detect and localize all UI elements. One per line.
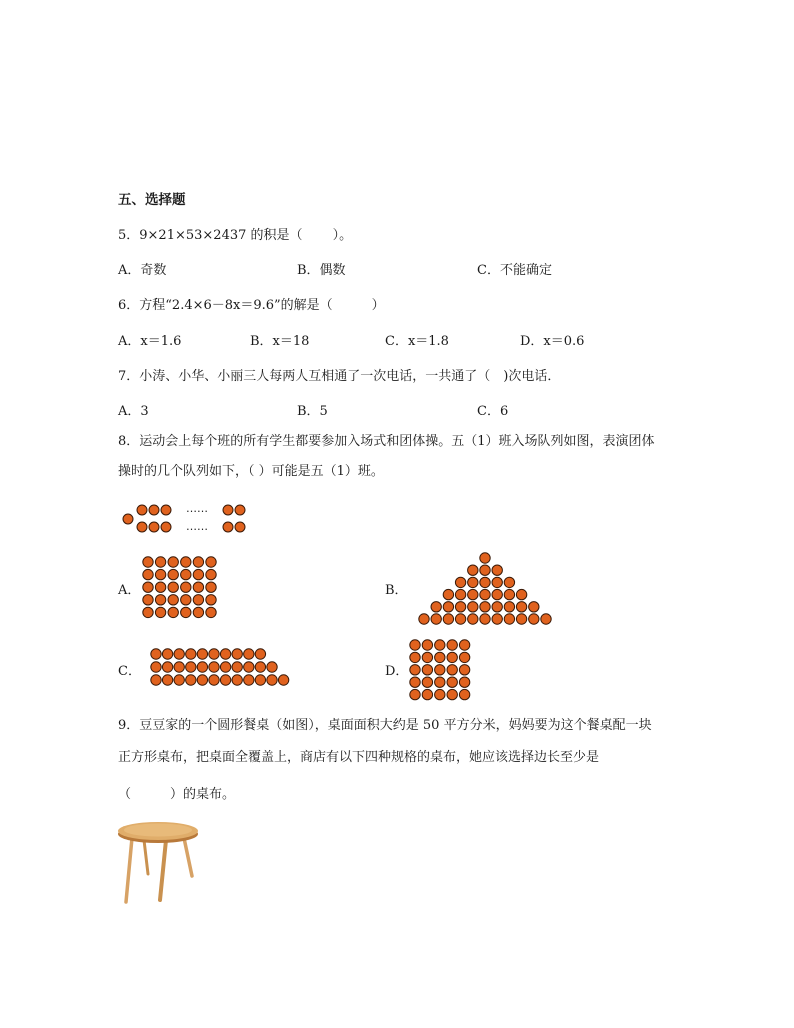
student-dot bbox=[455, 614, 465, 624]
student-dot bbox=[181, 595, 191, 605]
student-dot bbox=[151, 662, 161, 672]
student-dot bbox=[151, 649, 161, 659]
student-dot bbox=[168, 582, 178, 592]
student-dot bbox=[143, 582, 153, 592]
q8-option-c-label[interactable]: C． bbox=[118, 664, 141, 679]
student-dot bbox=[447, 665, 457, 675]
q6-stem: 6．方程“2.4×6－8x＝9.6”的解是（ ） bbox=[118, 298, 385, 313]
student-dot bbox=[193, 582, 203, 592]
student-dot bbox=[193, 557, 203, 567]
student-dot bbox=[480, 553, 490, 563]
q6-option-a[interactable]: A．x＝1.6 bbox=[118, 334, 182, 349]
student-dot bbox=[161, 522, 171, 532]
student-dot bbox=[220, 649, 230, 659]
q6-option-b[interactable]: B．x＝18 bbox=[250, 334, 310, 349]
student-dot bbox=[149, 505, 159, 515]
q8-option-b-label[interactable]: B． bbox=[385, 583, 408, 598]
q8-option-a-figure[interactable] bbox=[142, 556, 222, 622]
student-dot bbox=[162, 675, 172, 685]
student-dot bbox=[137, 505, 147, 515]
student-dot bbox=[455, 577, 465, 587]
student-dot bbox=[197, 649, 207, 659]
student-dot bbox=[410, 640, 420, 650]
ellipsis-bottom: …… bbox=[186, 520, 208, 533]
student-dot bbox=[193, 569, 203, 579]
student-dot bbox=[480, 589, 490, 599]
student-dot bbox=[206, 595, 216, 605]
student-dot bbox=[504, 602, 514, 612]
student-dot bbox=[480, 565, 490, 575]
student-dot bbox=[155, 595, 165, 605]
student-dot bbox=[278, 675, 288, 685]
student-dot bbox=[468, 577, 478, 587]
student-dot bbox=[435, 640, 445, 650]
q7-option-b[interactable]: B．5 bbox=[297, 404, 328, 419]
student-dot bbox=[235, 505, 245, 515]
student-dot bbox=[123, 514, 133, 524]
student-dot bbox=[504, 614, 514, 624]
student-dot bbox=[447, 652, 457, 662]
student-dot bbox=[492, 614, 502, 624]
q5-stem: 5．9×21×53×2437 的积是（ ）。 bbox=[118, 228, 353, 243]
student-dot bbox=[410, 665, 420, 675]
student-dot bbox=[468, 614, 478, 624]
q8-option-d-label[interactable]: D． bbox=[385, 664, 409, 679]
q9-stem-line2: 正方形桌布，把桌面全覆盖上，商店有以下四种规格的桌布，她应该选择边长至少是 bbox=[118, 750, 600, 765]
student-dot bbox=[206, 557, 216, 567]
student-dot bbox=[447, 640, 457, 650]
student-dot bbox=[206, 569, 216, 579]
student-dot bbox=[267, 662, 277, 672]
student-dot bbox=[186, 649, 196, 659]
student-dot bbox=[455, 602, 465, 612]
q8-option-c-figure[interactable] bbox=[148, 647, 298, 689]
student-dot bbox=[223, 522, 233, 532]
student-dot bbox=[435, 652, 445, 662]
student-dot bbox=[468, 589, 478, 599]
student-dot bbox=[232, 662, 242, 672]
q6-option-d[interactable]: D．x＝0.6 bbox=[520, 334, 585, 349]
student-dot bbox=[155, 569, 165, 579]
q7-stem: 7．小涛、小华、小丽三人每两人互相通了一次电话，一共通了（ )次电话． bbox=[118, 369, 561, 384]
student-dot bbox=[410, 652, 420, 662]
section-title: 五、选择题 bbox=[118, 192, 186, 208]
student-dot bbox=[492, 589, 502, 599]
student-dot bbox=[422, 652, 432, 662]
student-dot bbox=[255, 662, 265, 672]
q9-stem-line3: （ ）的桌布。 bbox=[118, 787, 236, 802]
student-dot bbox=[492, 602, 502, 612]
student-dot bbox=[422, 689, 432, 699]
student-dot bbox=[232, 675, 242, 685]
student-dot bbox=[480, 614, 490, 624]
student-dot bbox=[155, 557, 165, 567]
student-dot bbox=[244, 662, 254, 672]
student-dot bbox=[168, 569, 178, 579]
student-dot bbox=[162, 649, 172, 659]
student-dot bbox=[186, 675, 196, 685]
q7-option-a[interactable]: A．3 bbox=[118, 404, 149, 419]
q5-option-a[interactable]: A．奇数 bbox=[118, 263, 167, 278]
student-dot bbox=[143, 569, 153, 579]
student-dot bbox=[155, 582, 165, 592]
student-dot bbox=[223, 505, 233, 515]
student-dot bbox=[459, 665, 469, 675]
student-dot bbox=[209, 649, 219, 659]
student-dot bbox=[197, 675, 207, 685]
student-dot bbox=[480, 602, 490, 612]
q8-entry-formation-figure bbox=[118, 500, 258, 540]
q7-option-c[interactable]: C．6 bbox=[477, 404, 509, 419]
student-dot bbox=[244, 675, 254, 685]
q8-option-a-label[interactable]: A． bbox=[118, 583, 141, 598]
student-dot bbox=[529, 602, 539, 612]
student-dot bbox=[492, 565, 502, 575]
student-dot bbox=[447, 689, 457, 699]
student-dot bbox=[468, 565, 478, 575]
student-dot bbox=[516, 589, 526, 599]
student-dot bbox=[492, 577, 502, 587]
student-dot bbox=[209, 662, 219, 672]
student-dot bbox=[155, 607, 165, 617]
q8-stem-line2: 操时的几个队列如下，（ ）可能是五（1）班。 bbox=[118, 464, 384, 479]
student-dot bbox=[232, 649, 242, 659]
student-dot bbox=[422, 665, 432, 675]
student-dot bbox=[255, 675, 265, 685]
student-dot bbox=[181, 557, 191, 567]
student-dot bbox=[193, 607, 203, 617]
student-dot bbox=[516, 602, 526, 612]
student-dot bbox=[149, 522, 159, 532]
student-dot bbox=[410, 689, 420, 699]
student-dot bbox=[419, 614, 429, 624]
student-dot bbox=[168, 557, 178, 567]
student-dot bbox=[431, 602, 441, 612]
student-dot bbox=[206, 582, 216, 592]
student-dot bbox=[447, 677, 457, 687]
student-dot bbox=[181, 569, 191, 579]
student-dot bbox=[143, 595, 153, 605]
student-dot bbox=[137, 522, 147, 532]
q8-option-d-figure[interactable] bbox=[408, 638, 478, 704]
student-dot bbox=[267, 675, 277, 685]
student-dot bbox=[480, 577, 490, 587]
student-dot bbox=[161, 505, 171, 515]
student-dot bbox=[244, 649, 254, 659]
student-dot bbox=[168, 607, 178, 617]
student-dot bbox=[422, 677, 432, 687]
student-dot bbox=[541, 614, 551, 624]
q5-option-c[interactable]: C．不能确定 bbox=[477, 263, 552, 278]
student-dot bbox=[193, 595, 203, 605]
student-dot bbox=[459, 652, 469, 662]
ellipsis-top: …… bbox=[186, 502, 208, 515]
student-dot bbox=[431, 614, 441, 624]
student-dot bbox=[174, 662, 184, 672]
student-dot bbox=[235, 522, 245, 532]
student-dot bbox=[197, 662, 207, 672]
student-dot bbox=[459, 640, 469, 650]
student-dot bbox=[504, 577, 514, 587]
student-dot bbox=[181, 607, 191, 617]
student-dot bbox=[220, 675, 230, 685]
round-table-image bbox=[114, 818, 202, 906]
student-dot bbox=[468, 602, 478, 612]
q6-option-c[interactable]: C．x＝1.8 bbox=[385, 334, 449, 349]
student-dot bbox=[186, 662, 196, 672]
student-dot bbox=[206, 607, 216, 617]
student-dot bbox=[435, 689, 445, 699]
student-dot bbox=[174, 675, 184, 685]
q9-stem-line1: 9．豆豆家的一个圆形餐桌（如图），桌面面积大约是 50 平方分米，妈妈要为这个餐桌配一块 bbox=[118, 718, 652, 733]
student-dot bbox=[443, 602, 453, 612]
student-dot bbox=[516, 614, 526, 624]
student-dot bbox=[209, 675, 219, 685]
student-dot bbox=[435, 665, 445, 675]
student-dot bbox=[529, 614, 539, 624]
student-dot bbox=[422, 640, 432, 650]
student-dot bbox=[459, 677, 469, 687]
student-dot bbox=[168, 595, 178, 605]
student-dot bbox=[443, 614, 453, 624]
student-dot bbox=[410, 677, 420, 687]
student-dot bbox=[504, 589, 514, 599]
student-dot bbox=[443, 589, 453, 599]
student-dot bbox=[143, 607, 153, 617]
student-dot bbox=[174, 649, 184, 659]
student-dot bbox=[162, 662, 172, 672]
student-dot bbox=[459, 689, 469, 699]
q8-option-b-figure[interactable] bbox=[420, 550, 560, 628]
student-dot bbox=[220, 662, 230, 672]
student-dot bbox=[435, 677, 445, 687]
q5-option-b[interactable]: B．偶数 bbox=[297, 263, 346, 278]
student-dot bbox=[255, 649, 265, 659]
student-dot bbox=[151, 675, 161, 685]
student-dot bbox=[455, 589, 465, 599]
student-dot bbox=[143, 557, 153, 567]
student-dot bbox=[181, 582, 191, 592]
q8-stem-line1: 8．运动会上每个班的所有学生都要参加入场式和团体操。五（1）班入场队列如图，表演团体 bbox=[118, 434, 655, 449]
